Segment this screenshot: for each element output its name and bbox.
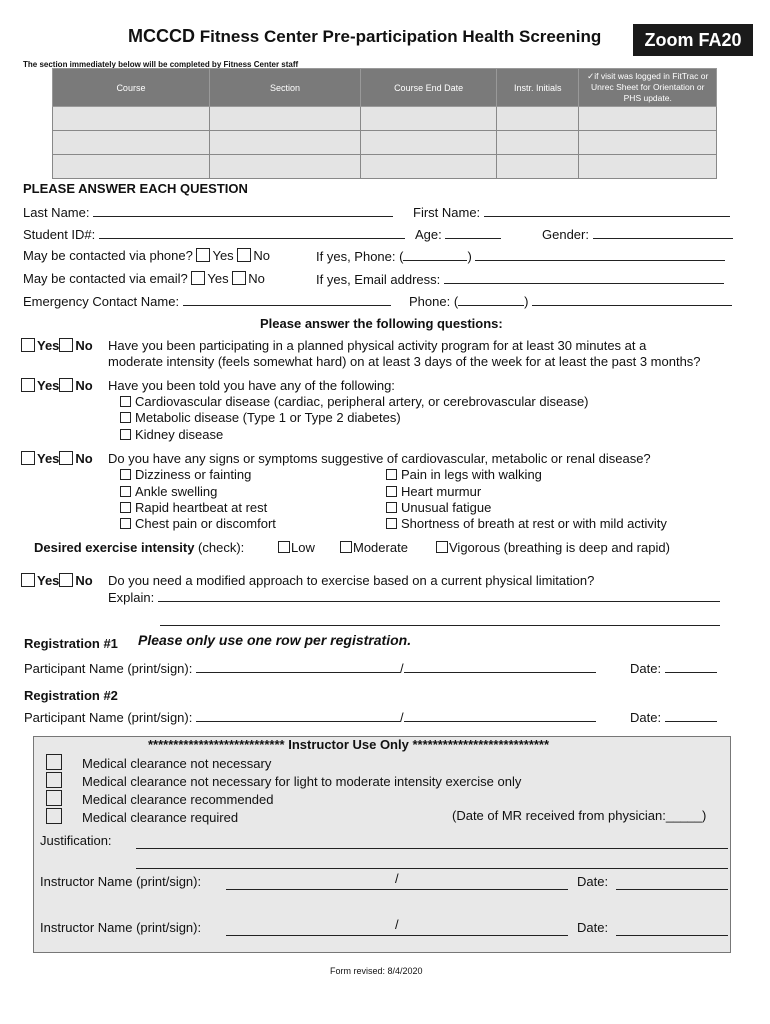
col-end-date: Course End Date — [361, 69, 497, 107]
emergency-phone-row — [409, 293, 732, 309]
phone-yes-checkbox[interactable] — [196, 248, 210, 262]
col-section: Section — [209, 69, 360, 107]
no-label: No — [75, 451, 93, 466]
staff-note: The section immediately below will be completed by Fitness Center staff — [23, 60, 299, 69]
low-label: Low — [291, 540, 315, 555]
vigorous-checkbox[interactable] — [436, 541, 448, 553]
last-name-field[interactable] — [93, 204, 393, 217]
gender-row — [542, 226, 733, 242]
first-name-label: First Name: — [413, 205, 481, 220]
yes-label: Yes — [37, 338, 60, 353]
q1-yes-checkbox[interactable] — [21, 338, 35, 352]
intensity-label: Desired exercise intensity — [34, 540, 195, 555]
emergency-name-field[interactable] — [183, 293, 391, 306]
participant-label: Participant Name (print/sign): — [24, 710, 193, 725]
checkbox[interactable] — [386, 502, 397, 513]
checkbox[interactable] — [120, 412, 131, 423]
symptom-label: Chest pain or discomfort — [135, 516, 276, 531]
slash: / — [399, 661, 404, 676]
symptom-label: Pain in legs with walking — [401, 467, 542, 482]
participant-print-field[interactable] — [196, 660, 400, 673]
intensity-moderate — [340, 540, 408, 555]
date-field[interactable] — [665, 660, 717, 673]
justification-field-line2[interactable] — [136, 868, 728, 869]
instructor-name-label: Instructor Name (print/sign): — [40, 874, 202, 889]
intensity-vigorous — [436, 540, 670, 555]
checkbox[interactable] — [386, 486, 397, 497]
staff-table-header — [53, 69, 717, 107]
registration-1-label: Registration #1 — [24, 636, 118, 651]
table-cell[interactable] — [579, 155, 717, 179]
explain-field[interactable] — [158, 589, 720, 602]
registration-note: Please only use one row per registration. — [138, 632, 412, 648]
yes-label: Yes — [207, 271, 229, 286]
explain-field-line2[interactable] — [160, 625, 720, 626]
table-cell[interactable] — [53, 131, 210, 155]
table-row[interactable] — [53, 107, 717, 131]
q4-yes-no — [21, 573, 93, 588]
yes-label: Yes — [37, 378, 60, 393]
q4-yes-checkbox[interactable] — [21, 573, 35, 587]
mr-date-note: (Date of MR received from physician:_____) — [452, 808, 707, 823]
age-field[interactable] — [445, 226, 501, 239]
clearance-option — [46, 808, 238, 825]
symptom-item — [120, 484, 217, 499]
clearance-checkbox[interactable] — [46, 790, 62, 806]
q4-no-checkbox[interactable] — [59, 573, 73, 587]
checkbox[interactable] — [120, 502, 131, 513]
clearance-checkbox[interactable] — [46, 808, 62, 824]
q2-item-label: Cardiovascular disease (cardiac, peripheral artery, or cerebrovascular disease) — [135, 394, 589, 409]
no-label: No — [75, 338, 93, 353]
table-cell[interactable] — [497, 107, 579, 131]
student-id-row — [23, 226, 405, 242]
q4-text: Do you need a modified approach to exercise based on a current physical limitation? — [108, 573, 595, 588]
contact-phone-row — [23, 248, 270, 263]
no-label: No — [253, 248, 270, 263]
table-cell[interactable] — [497, 131, 579, 155]
instructor-name-field[interactable] — [226, 889, 568, 890]
no-label: No — [75, 378, 93, 393]
table-cell[interactable] — [53, 155, 210, 179]
instructor-title: *************************** Instructor Use Only *************************** — [148, 737, 550, 752]
participant-label: Participant Name (print/sign): — [24, 661, 193, 676]
emergency-phone-label: Phone: ( — [409, 294, 459, 309]
table-cell[interactable] — [209, 155, 360, 179]
if-yes-email-label: If yes, Email address: — [316, 272, 441, 287]
q2-item-label: Kidney disease — [135, 427, 224, 442]
zoom-badge: Zoom FA20 — [633, 24, 753, 56]
questions-heading: Please answer the following questions: — [260, 316, 503, 331]
moderate-checkbox[interactable] — [340, 541, 352, 553]
symptom-label: Heart murmur — [401, 484, 482, 499]
title-rest: Fitness Center Pre-participation Health Screening — [195, 27, 602, 46]
if-yes-phone-label: If yes, Phone: ( — [316, 249, 404, 264]
col-logged: ✓if visit was logged in FitTrac or Unrec Sheet for Orientation or PHS update. — [579, 69, 717, 107]
q2-item — [120, 427, 223, 442]
q2-item — [120, 394, 589, 409]
table-row[interactable] — [53, 155, 717, 179]
area-code-field[interactable] — [403, 248, 467, 261]
q1-text-line2: moderate intensity (feels somewhat hard) on at least 3 days of the week for at least the past 3 months? — [108, 354, 701, 369]
symptom-item — [120, 516, 276, 531]
symptom-label: Ankle swelling — [135, 484, 218, 499]
symptom-item — [120, 467, 251, 482]
section-heading: PLEASE ANSWER EACH QUESTION — [23, 181, 248, 196]
q2-item — [120, 410, 401, 425]
instructor-date-field[interactable] — [616, 935, 728, 936]
registration-2-label: Registration #2 — [24, 688, 118, 703]
slash: / — [395, 917, 399, 932]
emergency-phone-field[interactable] — [532, 293, 732, 306]
symptom-item — [386, 516, 667, 531]
q3-yes-no — [21, 451, 93, 466]
clearance-label: Medical clearance not necessary for light to moderate intensity exercise only — [82, 774, 522, 789]
slash: / — [395, 871, 399, 886]
participant-row-1 — [24, 660, 596, 676]
date-field[interactable] — [665, 709, 717, 722]
form-title — [128, 26, 601, 47]
q1-no-checkbox[interactable] — [59, 338, 73, 352]
gender-label: Gender: — [542, 227, 589, 242]
table-cell[interactable] — [579, 131, 717, 155]
checkbox[interactable] — [120, 429, 131, 440]
q3-yes-checkbox[interactable] — [21, 451, 35, 465]
q1-yes-no — [21, 338, 93, 353]
checkbox[interactable] — [120, 518, 131, 529]
email-no-checkbox[interactable] — [232, 271, 246, 285]
no-label: No — [75, 573, 93, 588]
date-row-2 — [630, 709, 717, 725]
last-name-row — [23, 204, 393, 220]
first-name-field[interactable] — [484, 204, 730, 217]
date-label: Date: — [630, 661, 662, 676]
emergency-area-code-field[interactable] — [458, 293, 524, 306]
explain-label: Explain: — [108, 590, 155, 605]
checkbox[interactable] — [120, 486, 131, 497]
q2-yes-no — [21, 378, 93, 393]
table-row[interactable] — [53, 131, 717, 155]
moderate-label: Moderate — [353, 540, 408, 555]
contact-email-row — [23, 271, 265, 286]
instructor-date-label: Date: — [577, 874, 609, 889]
clearance-label: Medical clearance recommended — [82, 792, 274, 807]
participant-row-2 — [24, 709, 596, 725]
table-cell[interactable] — [209, 107, 360, 131]
contact-phone-label: May be contacted via phone? — [23, 248, 193, 263]
q2-yes-checkbox[interactable] — [21, 378, 35, 392]
vigorous-label: Vigorous (breathing is deep and rapid) — [449, 540, 670, 555]
student-id-field[interactable] — [99, 226, 405, 239]
participant-sign-field[interactable] — [404, 709, 596, 722]
q1-text-line1: Have you been participating in a planned physical activity program for at least 30 minutes at a — [108, 338, 647, 353]
date-label: Date: — [630, 710, 662, 725]
instructor-name-label: Instructor Name (print/sign): — [40, 920, 202, 935]
col-course: Course — [53, 69, 210, 107]
symptom-label: Unusual fatigue — [401, 500, 492, 515]
table-cell[interactable] — [361, 107, 497, 131]
date-row-1 — [630, 660, 717, 676]
phone-number-row — [316, 248, 725, 264]
title-prefix: MCCCD — [128, 26, 195, 46]
last-name-label: Last Name: — [23, 205, 90, 220]
q2-item-label: Metabolic disease (Type 1 or Type 2 diabetes) — [135, 410, 401, 425]
table-cell[interactable] — [361, 131, 497, 155]
intensity-check-label: (check): — [194, 540, 245, 555]
table-cell[interactable] — [497, 155, 579, 179]
symptom-item — [386, 467, 542, 482]
clearance-option — [46, 772, 521, 789]
symptom-label: Rapid heartbeat at rest — [135, 500, 268, 515]
symptom-item — [386, 500, 491, 515]
email-address-row — [316, 271, 724, 287]
table-cell[interactable] — [361, 155, 497, 179]
q3-no-checkbox[interactable] — [59, 451, 73, 465]
symptom-label: Dizziness or fainting — [135, 467, 252, 482]
staff-table — [52, 68, 717, 179]
email-yes-checkbox[interactable] — [191, 271, 205, 285]
q3-text: Do you have any signs or symptoms suggestive of cardiovascular, metabolic or renal disease? — [108, 451, 651, 466]
table-cell[interactable] — [579, 107, 717, 131]
participant-sign-field[interactable] — [404, 660, 596, 673]
clearance-option — [46, 754, 271, 771]
phone-number-field[interactable] — [475, 248, 725, 261]
explain-row — [108, 589, 720, 605]
justification-field[interactable] — [136, 848, 728, 849]
slash: / — [399, 710, 404, 725]
q2-text: Have you been told you have any of the following: — [108, 378, 395, 393]
emergency-label: Emergency Contact Name: — [23, 294, 180, 309]
checkbox[interactable] — [386, 518, 397, 529]
first-name-row — [413, 204, 730, 220]
intensity-row — [34, 540, 244, 555]
clearance-option — [46, 790, 273, 807]
no-label: No — [248, 271, 265, 286]
yes-label: Yes — [37, 573, 60, 588]
gender-field[interactable] — [593, 226, 733, 239]
table-cell[interactable] — [53, 107, 210, 131]
age-label: Age: — [415, 227, 442, 242]
table-cell[interactable] — [209, 131, 360, 155]
clearance-checkbox[interactable] — [46, 772, 62, 788]
symptom-item — [386, 484, 481, 499]
yes-label: Yes — [37, 451, 60, 466]
instructor-name-field[interactable] — [226, 935, 568, 936]
close-paren: ) — [524, 294, 529, 309]
close-paren: ) — [467, 249, 472, 264]
email-field[interactable] — [444, 271, 724, 284]
checkbox[interactable] — [120, 469, 131, 480]
checkbox[interactable] — [386, 469, 397, 480]
col-instr-initials: Instr. Initials — [497, 69, 579, 107]
instructor-date-label: Date: — [577, 920, 609, 935]
symptom-item — [120, 500, 267, 515]
clearance-label: Medical clearance required — [82, 810, 239, 825]
q2-no-checkbox[interactable] — [59, 378, 73, 392]
yes-label: Yes — [212, 248, 234, 263]
checkbox[interactable] — [120, 396, 131, 407]
instructor-date-field[interactable] — [616, 889, 728, 890]
justification-label: Justification: — [40, 833, 112, 848]
intensity-low — [278, 540, 315, 555]
clearance-label: Medical clearance not necessary — [82, 756, 272, 771]
contact-email-label: May be contacted via email? — [23, 271, 188, 286]
low-checkbox[interactable] — [278, 541, 290, 553]
student-id-label: Student ID#: — [23, 227, 96, 242]
participant-print-field[interactable] — [196, 709, 400, 722]
phone-no-checkbox[interactable] — [237, 248, 251, 262]
symptom-label: Shortness of breath at rest or with mild activity — [401, 516, 667, 531]
clearance-checkbox[interactable] — [46, 754, 62, 770]
age-row — [415, 226, 501, 242]
emergency-row — [23, 293, 391, 309]
form-revised: Form revised: 8/4/2020 — [330, 966, 423, 976]
